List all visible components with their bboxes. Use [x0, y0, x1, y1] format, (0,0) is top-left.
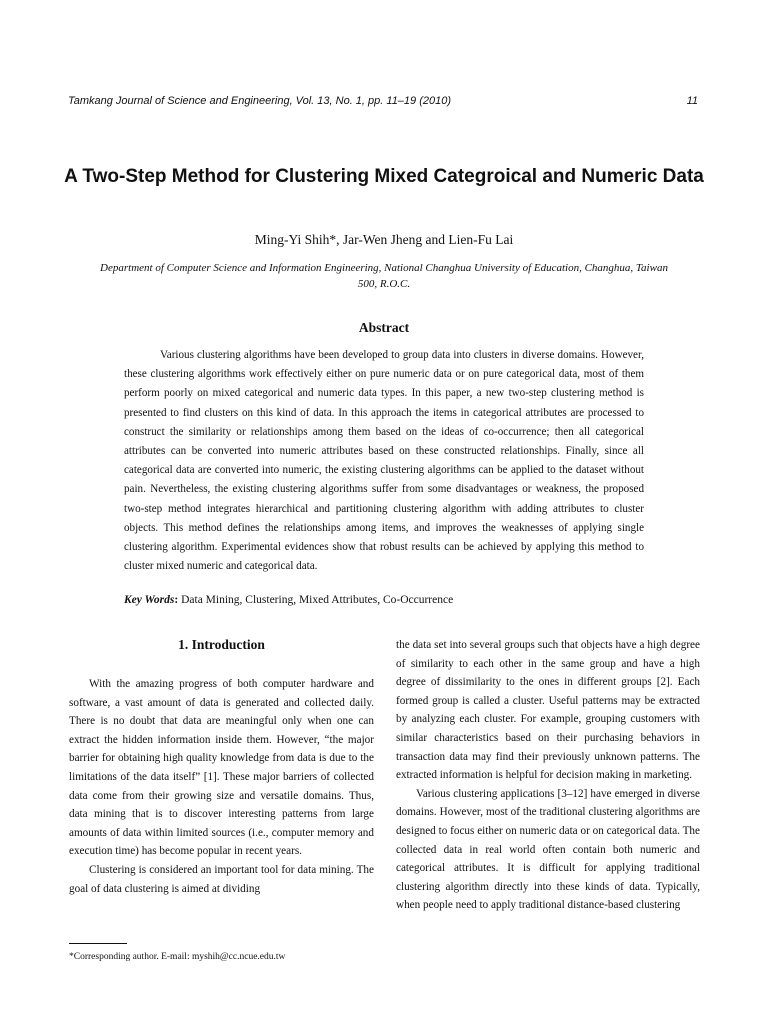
paper-title: A Two-Step Method for Clustering Mixed Categroical and Numeric Data — [64, 166, 704, 187]
paragraph: With the amazing progress of both computer hardware and software, a vast amount of data is generated and collected daily. There is no doubt that data are meaningful only when one can extract the hidden information inside them. However, “the major barrier for obtaining high quality knowledge from data is due to the limitations of the data itself” [1]. These major barriers of collected data come from their growing size and versatile domains. Thus, data mining that is to discover interesting patterns from large amounts of data within limited sources (i.e., computer memory and execution time) has become popular in recent years. — [69, 678, 374, 858]
page-number: 11 — [686, 95, 698, 107]
left-column — [69, 636, 374, 898]
abstract-heading: Abstract — [358, 320, 410, 335]
affiliation: Department of Computer Science and Information Engineering, National Changhua University of Education, Changhua, Taiwan 500, R.O.C. — [100, 262, 668, 290]
footnote-divider — [69, 943, 127, 944]
journal-citation: Tamkang Journal of Science and Engineering, Vol. 13, No. 1, pp. 11–19 (2010) — [68, 95, 452, 107]
section-heading-introduction: 1. Introduction — [178, 637, 265, 652]
right-column — [396, 636, 700, 915]
keywords-label: Key Words — [124, 594, 175, 606]
abstract-text: Various clustering algorithms have been developed to group data into clusters in diverse domains. However, these clustering algorithms work effectively either on pure numeric data or on pure categorical data, most of them perform poorly on mixed categorical and numeric data types. In this paper, a new two-step clustering method is presented to find clusters on this kind of data. In this approach the items in categorical attributes are processed to construct the similarity or relationships among them based on the ideas of co-occurrence; then all categorical attributes can be converted into numeric attributes based on these constructed relationships. Finally, since all categorical data are converted into numeric, the existing clustering algorithms can be applied to the dataset without pain. Nevertheless, the existing clustering algorithms suffer from some disadvantages or weakness, the proposed two-step method integrates hierarchical and partitioning clustering algorithm with adding attributes to cluster objects. This method defines the relationships among items, and improves the weaknesses of applying single clustering algorithm. Experimental evidences show that robust results can be achieved by applying this method to cluster mixed numeric and categorical data. — [124, 349, 644, 573]
paragraph: Clustering is considered an important tool for data mining. The goal of data clustering is aimed at dividing — [69, 863, 374, 895]
paragraph: the data set into several groups such that objects have a high degree of similarity to each other in the same group and have a high degree of dissimilarity to the ones in different groups [2]. Each formed group is called a cluster. Useful patterns may be extracted by analyzing each cluster. For example, grouping customers with similar characteristics based on their purchasing behaviors in transaction data may find their previously unknown patterns. The extracted information is helpful for decision making in marketing. — [396, 639, 700, 782]
paragraph: Various clustering applications [3–12] have emerged in diverse domains. However, most of the traditional clustering algorithms are designed to focus either on numeric data or on categorical data. The collected data in real world often contain both numeric and categorical attributes. It is difficult for applying traditional clustering algorithm directly into these kinds of data. Typically, when people need to apply traditional distance-based clustering — [396, 787, 700, 912]
keywords: Key Words: Data Mining, Clustering, Mixed Attributes, Co-Occurrence — [124, 594, 454, 606]
footnote-corresponding-author: *Corresponding author. E-mail: myshih@cc.ncue.edu.tw — [69, 952, 286, 962]
author-list: Ming-Yi Shih*, Jar-Wen Jheng and Lien-Fu Lai — [254, 232, 514, 247]
running-header — [68, 95, 698, 111]
keywords-text: Data Mining, Clustering, Mixed Attributes, Co-Occurrence — [181, 594, 454, 606]
